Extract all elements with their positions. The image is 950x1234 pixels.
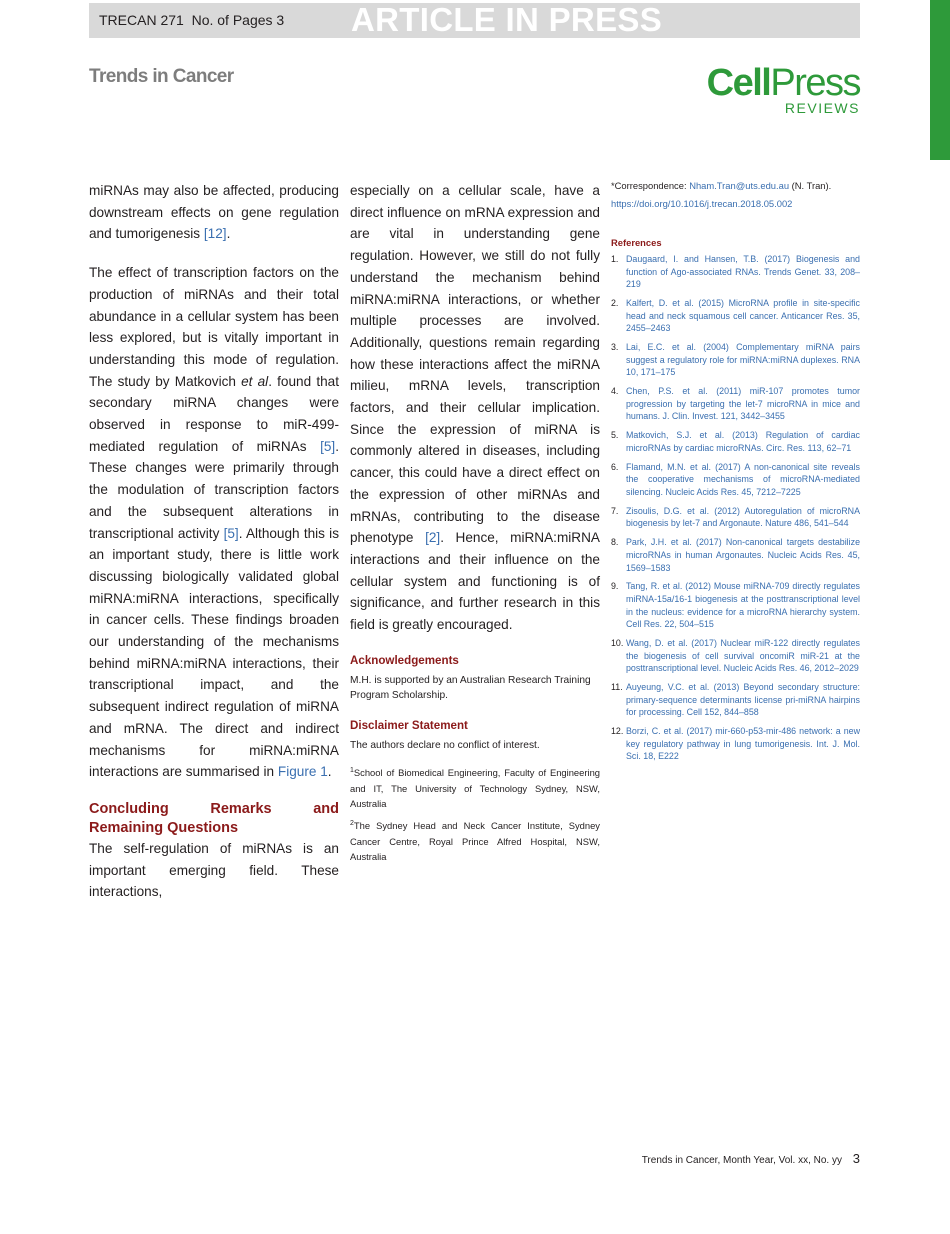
text: especially on a cellular scale, have a direct influence on mRNA expression and are vital in understanding gene regulation. However, we still do not fully understand the mechanism behind miRNA:miRNA interactions, or whether multiple processes are involved. Additionally, questions remain regarding how these interactions affect the miRNA milieu, mRNA levels, transcription factors, and their cellular implication. Since the expression of miRNA is commonly altered in diseases, including cancer, this could have a direct effect on the expression of other miRNAs and mRNAs, contributing to the disease phenotype	[350, 183, 600, 546]
text-column-2	[350, 180, 600, 869]
reference-number: 4.	[611, 386, 619, 397]
logo-cell: Cell	[706, 62, 771, 104]
reference-text[interactable]: Chen, P.S. et al. (2011) miR-107 promotes tumor progression by targeting the let-7 microRNA in mice and humans. J. Clin. Invest. 121, 3442–3455	[626, 386, 860, 422]
reference-item[interactable]	[611, 341, 860, 379]
reference-text[interactable]: Auyeung, V.C. et al. (2013) Beyond secondary structure: primary-sequence determinants license pri-miRNA hairpins for processing. Cell 152, 844–858	[626, 682, 860, 718]
text: . found that secondary miRNA changes were observed in response to miR-499-mediated regulation of miRNAs	[89, 373, 339, 454]
journal-title: Trends in Cancer	[89, 66, 234, 87]
text: The authors declare no conflict of interest.	[350, 739, 540, 751]
text: (N. Tran).	[791, 180, 832, 191]
reference-number: 10.	[611, 638, 624, 649]
acknowledgements-heading: Acknowledgements	[350, 653, 459, 667]
reference-text[interactable]: Wang, D. et al. (2017) Nuclear miR-122 directly regulates the biogenesis of cell survival oncomiR miR-21 at the posttranscriptional level. Nucleic Acids Res. 46, 2012–2029	[626, 638, 860, 674]
citation-link[interactable]: [12]	[203, 226, 227, 242]
affiliation	[350, 763, 600, 812]
text: . Although this is an important study, there is little work discussing biologically validated global miRNA:miRNA interactions, specifically in cancer cells. These findings broaden our understanding of the mechanisms behind miRNA:miRNA interactions, their transcriptional impact, and the subsequent indirect regulation of miRNA and mRNA. The direct and indirect mechanisms for miRNA:miRNA interactions are summarised in	[89, 525, 339, 780]
text: miRNAs may also be affected, producing downstream effects on gene regulation and tumorigenesis	[89, 183, 339, 242]
text: School of Biomedical Engineering, Faculty of Engineering and IT, The University of Technology Sydney, NSW, Australia	[350, 767, 600, 810]
reference-number: 2.	[611, 298, 619, 309]
reference-item[interactable]	[611, 505, 860, 530]
text-italic: et al	[241, 373, 269, 389]
reference-number: 8.	[611, 537, 619, 548]
side-accent-bar	[930, 0, 950, 160]
text-column-1	[89, 180, 339, 903]
text: . Hence, miRNA:miRNA interactions and their influence on the cellular system and functioning is of significance, and further research in this field is greatly encouraged.	[350, 530, 600, 633]
citation-link[interactable]: [5]	[223, 525, 239, 541]
figure-link[interactable]: Figure 1	[277, 764, 328, 780]
affil-marker: 2	[350, 819, 354, 827]
affil-marker: 1	[350, 767, 354, 775]
text: *Correspondence:	[611, 180, 687, 191]
reference-text[interactable]: Tang, R. et al. (2012) Mouse miRNA-709 directly regulates miRNA-15a/16-1 biogenesis at the posttranscriptional level in the nucleus: evidence for a microRNA hierarchy system. Cell Res. 22, 504–515	[626, 581, 860, 630]
text-column-3	[611, 178, 860, 769]
reference-item[interactable]	[611, 725, 860, 763]
reference-number: 1.	[611, 254, 619, 264]
correspondence	[611, 178, 860, 194]
reference-text[interactable]: Zisoulis, D.G. et al. (2012) Autoregulation of microRNA biogenesis by let-7 and Argonaute. Nature 486, 541–544	[626, 505, 860, 529]
reference-item[interactable]	[611, 637, 860, 675]
reference-item[interactable]	[611, 681, 860, 719]
text: M.H. is supported by an Australian Research Training Program Scholarship.	[350, 674, 591, 702]
reference-item[interactable]	[611, 297, 860, 335]
affiliation	[350, 816, 600, 865]
reference-text[interactable]: Kalfert, D. et al. (2015) MicroRNA profile in site-specific head and neck squamous cell cancer. Anticancer Res. 35, 2455–2463	[626, 298, 860, 334]
page-footer	[642, 1151, 860, 1166]
reference-item[interactable]	[611, 580, 860, 630]
section-heading: Concluding Remarks and Remaining Questions	[89, 800, 339, 836]
reference-item[interactable]	[611, 536, 860, 574]
reference-item[interactable]	[611, 385, 860, 423]
footer-citation: Trends in Cancer, Month Year, Vol. xx, No. yy	[641, 1155, 842, 1166]
citation-link[interactable]: [5]	[320, 438, 336, 454]
logo-press: Press	[770, 62, 860, 104]
email-link[interactable]: Nham.Tran@uts.edu.au	[689, 180, 790, 191]
reference-text[interactable]: Borzi, C. et al. (2017) mir-660-p53-mir-486 network: a new key regulatory pathway in lung tumorigenesis. Int. J. Mol. Sci. 18, E222	[626, 726, 860, 762]
logo-reviews: REVIEWS	[784, 100, 860, 116]
page-number: 3	[852, 1151, 860, 1166]
text: The Sydney Head and Neck Cancer Institute, Sydney Cancer Centre, Royal Prince Alfred Hospital, NSW, Australia	[350, 820, 600, 863]
reference-text[interactable]: Matkovich, S.J. et al. (2013) Regulation of cardiac microRNAs by cardiac microRNAs. Circ. Res. 113, 62–71	[626, 430, 860, 453]
manuscript-id: TRECAN 271	[99, 12, 184, 28]
paragraph: The self-regulation of miRNAs is an important emerging field. These interactions,	[89, 840, 339, 900]
reference-number: 9.	[611, 581, 619, 592]
reference-text[interactable]: Daugaard, I. and Hansen, T.B. (2017) Biogenesis and function of Ago-associated RNAs. Trends Genet. 33, 208–219	[626, 254, 860, 290]
header-bar	[89, 3, 860, 38]
reference-item[interactable]	[611, 461, 860, 499]
reference-number: 12.	[611, 726, 624, 737]
reference-number: 7.	[611, 505, 619, 516]
pages-label: No. of Pages 3	[191, 12, 285, 28]
doi	[611, 196, 860, 212]
text: . These changes were primarily through the modulation of transcription factors and the subsequent alterations in transcriptional activity	[89, 438, 339, 541]
paragraph: The effect of transcription factors on the production of miRNAs and their total abundance in a cellular system has been less explored, but is vitally important in understanding this mode of regulation. The study by Matkovich et al. found that secondary miRNA changes were observed in response to miR-499-mediated regulation of miRNAs [5]. These changes were primarily through the modulation of transcription factors and the subsequent alterations in transcriptional activity [5]. Although this is an important study, there is little work discussing biologically validated global miRNA:miRNA interactions, specifically in cancer cells. These findings broaden our understanding of the mechanisms behind miRNA:miRNA interactions, their transcriptional impact, and the subsequent indirect regulation of miRNA and mRNA. The direct and indirect mechanisms for miRNA:miRNA interactions are summarised in Figure 1.	[89, 265, 339, 780]
manuscript-info	[99, 12, 284, 28]
paragraph: miRNAs may also be affected, producing downstream effects on gene regulation and tumorigenesis [12].	[89, 183, 339, 242]
affiliations	[350, 763, 600, 864]
text: The effect of transcription factors on the production of miRNAs and their total abundance in a cellular system has been less explored, but is vitally important in understanding this mode of regulation. The study by Matkovich	[89, 265, 339, 389]
cellpress-logo	[706, 62, 860, 116]
reference-item[interactable]	[611, 429, 860, 454]
citation-link[interactable]: [2]	[425, 530, 441, 546]
reference-number: 11.	[611, 682, 623, 693]
reference-text[interactable]: Lai, E.C. et al. (2004) Complementary miRNA pairs suggest a regulatory role for miRNA:miRNA duplexes. RNA 10, 171–175	[626, 342, 860, 378]
reference-text[interactable]: Park, J.H. et al. (2017) Non-canonical targets destabilize microRNAs in human Argonautes. Nucleic Acids Res. 45, 1569–1583	[626, 537, 860, 573]
disclaimer-heading: Disclaimer Statement	[350, 718, 468, 732]
reference-number: 6.	[611, 461, 619, 472]
references-heading: References	[611, 237, 662, 248]
reference-text[interactable]: Flamand, M.N. et al. (2017) A non-canonical site reveals the cooperative mechanisms of microRNA-mediated silencing. Nucleic Acids Res. 45, 7212–7225	[626, 461, 860, 497]
article-in-press-banner: ARTICLE IN PRESS	[351, 1, 663, 38]
disclaimer-text	[350, 738, 600, 754]
references-list	[611, 253, 860, 763]
reference-item[interactable]	[611, 253, 860, 291]
paragraph	[350, 180, 600, 636]
reference-number: 5.	[611, 430, 619, 441]
acknowledgements-text	[350, 673, 600, 704]
reference-number: 3.	[611, 342, 619, 353]
doi-link[interactable]: https://doi.org/10.1016/j.trecan.2018.05.002	[611, 198, 793, 209]
